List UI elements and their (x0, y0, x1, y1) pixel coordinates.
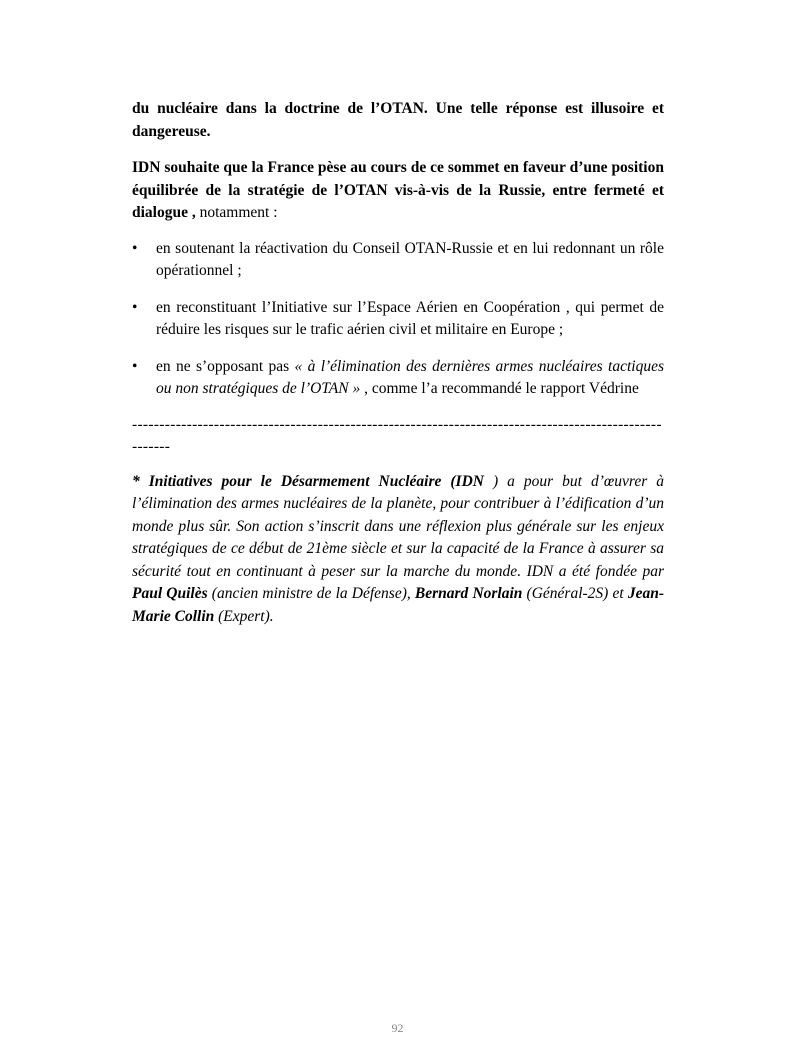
footnote-text: ) a pour but d’œuvrer à l’élimination des armes nucléaires de la planète, pour contribuer à l’édification d’un monde plus sûr. Son action s’inscrit dans une réflexion plus générale sur les enjeux stratégiques de ce début de 21ème siècle et sur la capacité de la France à assurer sa sécurité tout en continuant à peser sur la marche du monde. IDN a été fondée par (132, 472, 664, 580)
footnote (132, 471, 664, 629)
footnote-text: (ancien ministre de la Défense), (207, 585, 415, 602)
bullet-icon: • (132, 239, 138, 257)
list-item-prefix: en ne s’opposant pas (156, 357, 295, 375)
recommendation-list (132, 238, 664, 401)
founder-name: Jean-Marie Collin (132, 585, 664, 625)
founder-name: Bernard Norlain (414, 585, 523, 602)
dashed-divider: -------------------------------------------------------------------------------------------------------- (132, 415, 662, 455)
footnote-text: (Général-2S) et (522, 585, 628, 602)
footnote-text: (Expert). (214, 607, 274, 625)
founder-name: Paul Quilès (132, 585, 208, 602)
document-body (132, 98, 664, 628)
bullet-icon: • (132, 298, 138, 316)
list-item (132, 238, 664, 283)
list-item (132, 356, 664, 401)
list-item-text: en reconstituant l’Initiative sur l’Espace Aérien en Coopération , qui permet de réduire les risques sur le trafic aérien civil et militaire en Europe ; (156, 298, 664, 338)
footnote-lead: * Initiatives pour le Désarmement Nucléaire (IDN (132, 472, 484, 490)
list-item-quote: « à l’élimination des dernières armes nucléaires tactiques ou non stratégiques de l’OTAN » (156, 357, 664, 397)
paragraph-conclusion: du nucléaire dans la doctrine de l’OTAN. Une telle réponse est illusoire et dangereuse. (132, 100, 664, 140)
paragraph-idn-position-bold: IDN souhaite que la France pèse au cours de ce sommet en faveur d’une position équilibrée de la stratégie de l’OTAN vis-à-vis de la Russie, entre fermeté et dialogue , (132, 159, 664, 221)
paragraph-idn-position (132, 157, 664, 225)
page-number: 92 (391, 1021, 404, 1035)
paragraph-idn-position-rest: notamment : (195, 204, 278, 221)
list-item-text: en soutenant la réactivation du Conseil OTAN-Russie et en lui redonnant un rôle opérationnel ; (156, 239, 664, 279)
list-item-suffix: , comme l’a recommandé le rapport Védrine (360, 380, 639, 397)
bullet-icon: • (132, 357, 138, 375)
list-item (132, 297, 664, 342)
